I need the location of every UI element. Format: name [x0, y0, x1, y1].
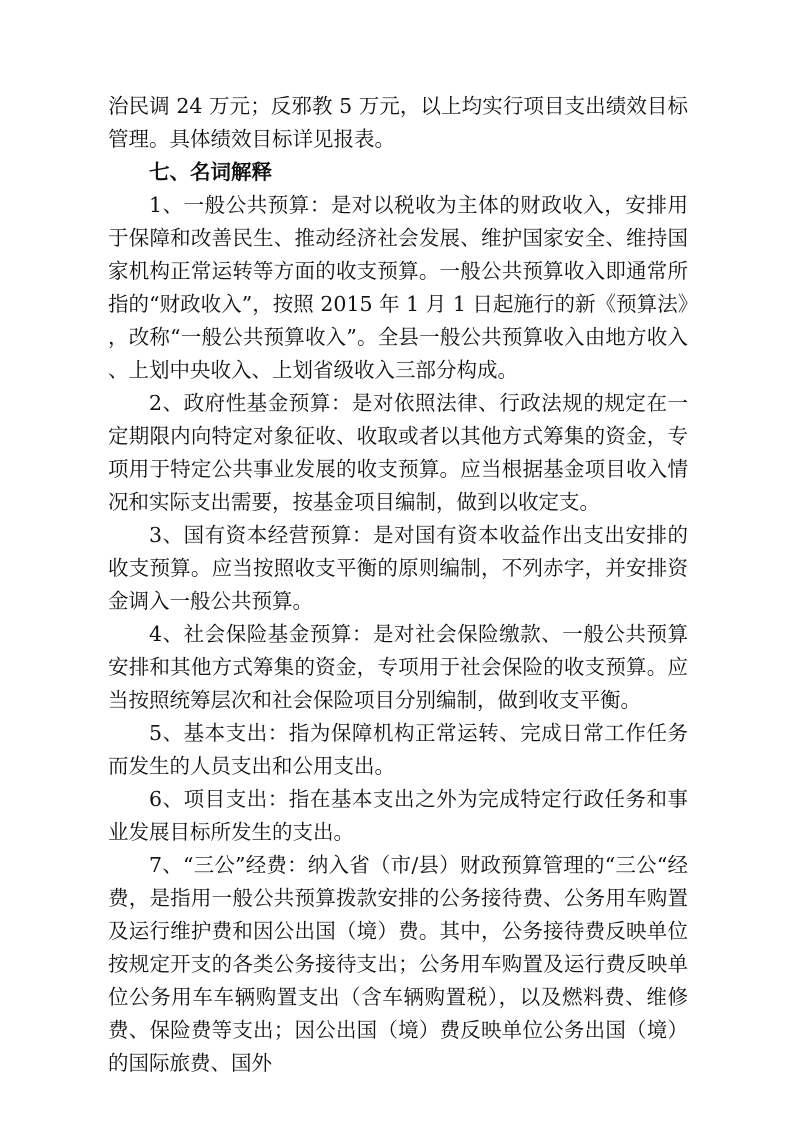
section-heading: 七、名词解释 [149, 160, 272, 184]
term-general-public-budget: 1、一般公共预算：是对以税收为主体的财政收入，安排用于保障和改善民生、推动经济社会发展、维护国家安全、维持国家机构正常运转等方面的收支预算。一般公共预算收入即通常所指的“财政收入”，按照 2015 年 1 月 1 日起施行的新《预算法》，改称“一般公共预算收入”。全县一般公共预算收入由地方收入、上划中央收入、上划省级收入三部分构成。 [108, 193, 688, 382]
term-social-insurance-budget: 4、社会保险基金预算：是对社会保险缴款、一般公共预算安排和其他方式筹集的资金，专项用于社会保险的收支预算。应当按照统筹层次和社会保险项目分别编制，做到收支平衡。 [108, 622, 688, 712]
term-government-fund-budget: 2、政府性基金预算：是对依照法律、行政法规的规定在一定期限内向特定对象征收、收取或者以其他方式筹集的资金，专项用于特定公共事业发展的收支预算。应当根据基金项目收入情况和实际支出需要，按基金项目编制，做到以收定支。 [108, 391, 688, 514]
term-state-capital-budget: 3、国有资本经营预算：是对国有资本收益作出支出安排的收支预算。应当按照收支平衡的原则编制，不列赤字，并安排资金调入一般公共预算。 [108, 523, 688, 613]
term-project-expenditure: 6、项目支出：指在基本支出之外为完成特定行政任务和事业发展目标所发生的支出。 [108, 787, 688, 844]
intro-paragraph: 治民调 24 万元；反邪教 5 万元，以上均实行项目支出绩效目标管理。具体绩效目标详见报表。 [108, 94, 688, 151]
term-basic-expenditure: 5、基本支出：指为保障机构正常运转、完成日常工作任务而发生的人员支出和公用支出。 [108, 721, 688, 778]
document-page [108, 90, 688, 1080]
term-three-public-expenses: 7、“三公”经费：纳入省（市/县）财政预算管理的“三公“经费，是指用一般公共预算拨款安排的公务接待费、公务用车购置及运行维护费和因公出国（境）费。其中，公务接待费反映单位按规定开支的各类公务接待支出；公务用车购置及运行费反映单位公务用车车辆购置支出（含车辆购置税），以及燃料费、维修费、保险费等支出；因公出国（境）费反映单位公务出国（境）的国际旅费、国外 [108, 853, 688, 1075]
